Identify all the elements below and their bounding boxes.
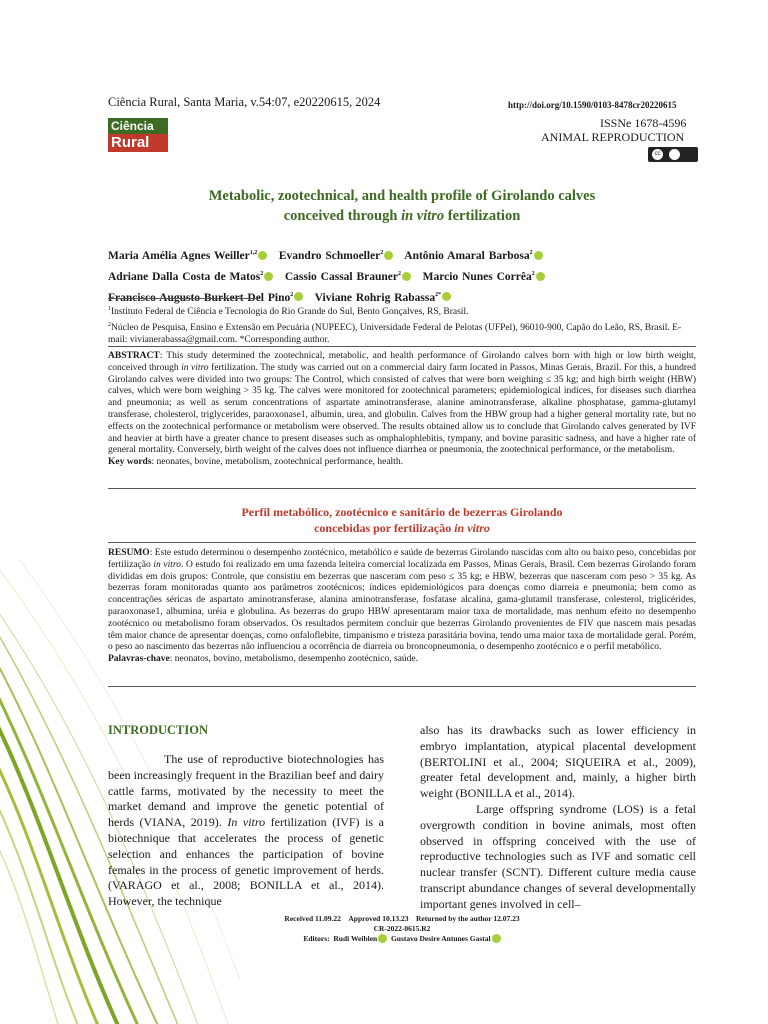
intro-col1-text-b: fertilization (IVF) is a biotechnique that accelerates the process of genetic selection and enhances the participation of bovine females in the process of genetic improvement of herds. (VARAGO et al., 2008; BONILLA et al., 2014). However, the technique	[108, 815, 384, 909]
section-label: ANIMAL REPRODUCTION	[541, 130, 685, 144]
affiliation-1-text: Instituto Federal de Ciência e Tecnologia do Rio Grande do Sul, Bento Gonçalves, RS, Brasil.	[111, 307, 469, 318]
journal-citation: Ciência Rural, Santa Maria, v.54:07, e20220615, 2024	[108, 95, 381, 109]
issn: ISSNe 1678-4596	[600, 116, 687, 130]
orcid-icon[interactable]	[492, 934, 501, 943]
footer-editors	[108, 934, 696, 944]
affiliation-1	[108, 303, 696, 319]
palavras-chave-text: : neonatos, bovino, metabolismo, desempenho zootécnico, saúde.	[169, 654, 419, 665]
returned-date: Returned by the author 12.07.23	[415, 914, 520, 923]
author-affiliation-mark: 2	[380, 250, 384, 256]
manuscript-code: CR-2022-0615.R2	[373, 924, 431, 933]
orcid-icon[interactable]	[264, 272, 273, 281]
author-affiliation-mark: 2	[529, 250, 533, 256]
keywords-text: : neonates, bovine, metabolism, zootechnical performance, health.	[151, 457, 403, 468]
editor-name: Gustavo Desire Antunes Gastal	[390, 934, 491, 943]
abstract-text-a: : This study determined the zootechnical, metabolic, and health performance of Girolando calves born with high or low birth weight, conceived through	[108, 351, 696, 373]
portuguese-title	[108, 504, 696, 536]
affiliation-2-mark: 2	[108, 321, 111, 328]
affiliation-2-text: Núcleo de Pesquisa, Ensino e Extensão em Pecuária (NUPEEC), Universidade Federal de Pelotas (UFPel), 96010-900, Capão do Leão, RS, Brasil. E-mail: vivianerabassa@gmail.com. *Corresponding author.	[108, 322, 682, 346]
resumo-top-divider	[108, 542, 696, 543]
author-name: Viviane Rohrig Rabassa	[314, 291, 436, 304]
affiliations	[108, 303, 696, 347]
author-name: Francisco Augusto Burkert Del Pino	[108, 291, 291, 304]
author-affiliation-mark: 1,2	[249, 250, 258, 256]
intro-col1-text-a: The use of reproductive biotechnologies has been increasingly frequent in the Brazilian beef and dairy cattle farms, motivated by the necessity to meet the market demand and improve the genetic potential of herds (VIANA, 2019).	[108, 752, 384, 830]
portuguese-title-line-2-pre: concebidas por fertilização	[314, 521, 455, 535]
author-name: Maria Amélia Agnes Weiller	[108, 249, 250, 262]
footer-dates	[108, 914, 696, 924]
doi-link[interactable]: http://doi.org/10.1590/0103-8478cr20220615	[508, 100, 677, 110]
author-name: Adriane Dalla Costa de Matos	[108, 270, 261, 283]
orcid-icon[interactable]	[378, 934, 387, 943]
abstract-text-italic: in vitro	[181, 362, 209, 373]
abstract-top-divider	[108, 346, 696, 347]
portuguese-title-line-1: Perfil metabólico, zootécnico e sanitário de bezerras Girolando	[241, 505, 563, 519]
author-name: Marcio Nunes Corrêa	[422, 270, 532, 283]
orcid-icon[interactable]	[402, 272, 411, 281]
author-line-1	[108, 244, 696, 265]
resumo-text-b: . O estudo foi realizado em uma fazenda leiteira comercial localizada em Passos, Minas Gerais, Brasil. Cem bezerras Girolando foram divididas em dois grupos: Controle, que consistiu em bezerras que nasceram com peso ≤ 35 kg; e HBW, bezerras que nasceram com peso > 35 kg. As bezerras foram monitoradas quanto aos parâmetros zootécnicos; índices epidemiológicos para doenças como diarreia e pneumonia; bem como as concentrações séricas de aspartato aminotransferase, alanina aminotransferase, fosfatase alcalina, gama-glutamil transferase, colesterol, triglicérides, paraoxonase1, albumina, uréia e globulina. As bezerras do grupo HBW apresentaram maior taxa de mortalidade, mas nenhum efeito no desempenho zootécnico ou metabolismo foram observados. Os resultados permitem concluir que bezerras Girolando provenientes de FIV que nascem mais pesadas têm maior chance de apresentar doenças, como onfaloflebite, timpanismo e tristeza parasitária bovina, tendo uma maior taxa de mortalidade geral. Porém, o peso ao nascimento das bezerras não influenciou a ocorrência de diarreia ou broncopneumonia, o desempenho zootécnico e o perfil metabólico.	[108, 559, 697, 653]
by-icon	[669, 149, 680, 160]
approved-date: Approved 10.13.23	[348, 914, 409, 923]
author-affiliation-mark: 2	[290, 291, 294, 298]
introduction-column-1	[108, 752, 384, 910]
affiliation-1-mark: 1	[108, 306, 111, 312]
article-title	[108, 186, 696, 226]
resumo	[108, 548, 696, 666]
author-line-2	[108, 265, 696, 286]
title-line-2-pre: conceived through	[283, 208, 402, 224]
author-name: Cassio Cassal Brauner	[284, 270, 399, 283]
title-line-1: Metabolic, zootechnical, and health profile of Girolando calves	[208, 188, 596, 204]
logo-top: Ciência	[108, 118, 168, 134]
introduction-heading: INTRODUCTION	[108, 723, 209, 737]
author-affiliation-mark: 2*	[435, 291, 442, 298]
title-line-2-italic: in vitro	[401, 208, 445, 224]
orcid-icon[interactable]	[258, 251, 267, 260]
abstract-text-b: fertilization. The study was carried out on a commercial dairy farm located in Passos, Minas Gerais, Brazil. For this, a hundred Girolando calves were divided into two groups: The Control, which consisted of calves that were born weighing ≤ 35 kg; and high birth weight (HBW) calves, which were born weighing > 35 kg. The calves were monitored for zootechnical parameters; epidemiological indices, for diseases such diarrhea and pneumonia; as well as serum concentrations of aspartate aminotransferase, alanine aminotransferase, alkaline phosphatase, gamma-glutamyl transferase, cholesterol, triglycerides, paraoxonase1, albumin, urea, and globulin. Calves from the HBW group had a higher general mortality rate, but no effects on the zootechnical performance or metabolism were observed. The results obtained allow us to conclude that Girolando calves generated by IVF and heavier at birth have a greater chance to present diseases such as omphalophlebitis, tympany, and bovine parasitic sadness, and have a higher rate of general mortality. Conversely, birth weight of the calves does not influence diarrhea or pneumonia, the zootechnical performance, or the metabolism.	[108, 362, 697, 456]
portuguese-title-line-2	[108, 520, 696, 536]
received-date: Received 11.09.22	[284, 914, 341, 923]
orcid-icon[interactable]	[442, 292, 451, 301]
title-line-2-post: fertilization	[444, 208, 521, 224]
cc-license-badge[interactable]	[648, 147, 698, 162]
abstract	[108, 351, 696, 469]
author-affiliation-mark: 2	[398, 270, 402, 277]
resumo-bottom-divider	[108, 686, 696, 687]
abstract-bottom-divider	[108, 488, 696, 489]
palavras-chave-label: Palavras-chave	[108, 654, 170, 665]
resumo-text-a: : Este estudo determinou o desempenho zootécnico, metabólico e saúde de bezerras Girolando nascidas com alto ou baixo peso, concebidas por fertilização	[108, 548, 696, 570]
intro-col2-paragraph-2: Large offspring syndrome (LOS) is a fetal overgrowth condition in bovine animals, most often observed in offspring conceived with the use of reproductive technologies such as IVF and somatic cell nuclear transfer (SCNT). Different culture media cause transcript abundance changes of several developmentally important genes involved in cell–	[420, 801, 696, 911]
author-name: Antônio Amaral Barbosa	[404, 249, 530, 262]
affiliation-2	[108, 319, 696, 347]
cc-icon: cc	[652, 149, 663, 160]
abstract-label: ABSTRACT	[108, 351, 160, 361]
author-affiliation-mark: 2	[531, 270, 535, 277]
intro-col1-italic: In vitro	[227, 815, 266, 830]
affiliation-divider	[108, 298, 260, 299]
journal-logo	[108, 118, 168, 156]
portuguese-title-line-2-italic: in vitro	[454, 521, 490, 535]
logo-bottom: Rural	[108, 134, 168, 152]
resumo-text-italic: in vitro	[153, 559, 181, 570]
editors-label: Editors:	[303, 934, 330, 943]
intro-col2-paragraph-1: also has its drawbacks such as lower efficiency in embryo implantation, atypical placental development (BERTOLINI et al., 2004; SIQUEIRA et al., 2009), greater fetal development and, mainly, a higher birth weight (BONILLA et al., 2014).	[420, 723, 696, 801]
editor-name: Rudi Weiblen	[333, 934, 378, 943]
keywords-label: Key words	[108, 457, 152, 468]
orcid-icon[interactable]	[536, 272, 545, 281]
orcid-icon[interactable]	[534, 251, 543, 260]
orcid-icon[interactable]	[294, 292, 303, 301]
title-line-2	[108, 206, 696, 226]
resumo-label: RESUMO	[108, 548, 150, 558]
orcid-icon[interactable]	[384, 251, 393, 260]
author-affiliation-mark: 2	[260, 270, 264, 277]
introduction-column-2	[420, 723, 696, 913]
author-name: Evandro Schmoeller	[278, 249, 381, 262]
footer	[108, 914, 696, 944]
